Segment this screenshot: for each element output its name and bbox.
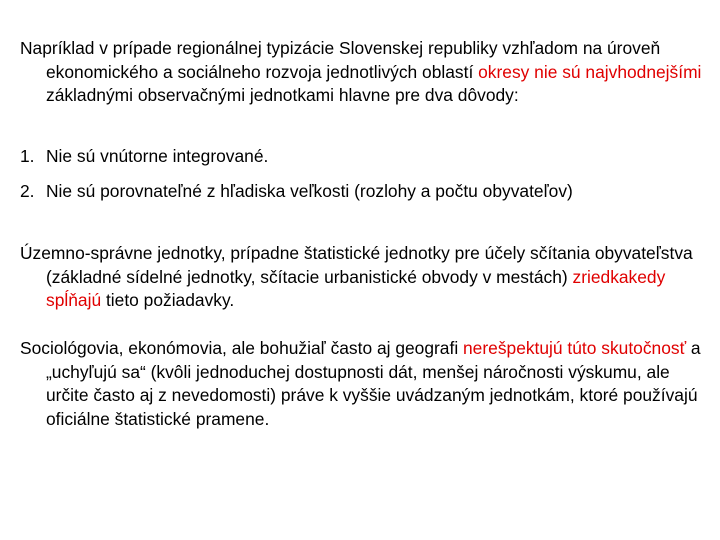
list-item-1-number: 1. <box>20 146 35 166</box>
territorial-text-start: Územno-správne jednotky, prípadne štatistické jednotky pre účely sčítania obyvateľstva (základné sídelné jednotky, sčítacie urbanistické obvody v mestách) <box>20 243 693 287</box>
intro-paragraph <box>20 37 714 108</box>
territorial-emphasis: zriedkakedy spĺňajú <box>46 266 666 310</box>
sociologists-emphasis: nerešpektujú túto skutočnosť <box>463 338 687 358</box>
territorial-text-end: tieto požiadavky. <box>101 290 235 310</box>
list-item-2-number: 2. <box>20 181 35 201</box>
intro-text-start: Napríklad v prípade regionálnej typizácie Slovenskej republiky vzhľadom na úroveň ekonomického a sociálneho rozvoja jednotlivých oblastí <box>20 38 661 82</box>
list-item-2-text: Nie sú porovnateľné z hľadiska veľkosti (rozlohy a počtu obyvateľov) <box>46 181 573 201</box>
sociologists-paragraph <box>20 337 714 431</box>
territorial-units-paragraph <box>20 242 714 313</box>
sociologists-text-end: a „uchyľujú sa“ (kvôli jednoduchej dostupnosti dát, menšej náročnosti výskumu, ale určite často aj z nevedomosti) práve k vyššie uvádzaným jednotkám, ktoré používajú oficiálne štatistické pramene. <box>46 338 701 429</box>
list-item-2 <box>20 180 714 204</box>
intro-text-end: základnými observačnými jednotkami hlavne pre dva dôvody: <box>46 85 519 105</box>
list-item-1-text: Nie sú vnútorne integrované. <box>46 146 269 166</box>
intro-emphasis: okresy nie sú najvhodnejšími <box>478 61 702 82</box>
list-item-1 <box>20 145 714 169</box>
sociologists-text-start: Sociológovia, ekonómovia, ale bohužiaľ často aj geografi <box>20 338 464 358</box>
